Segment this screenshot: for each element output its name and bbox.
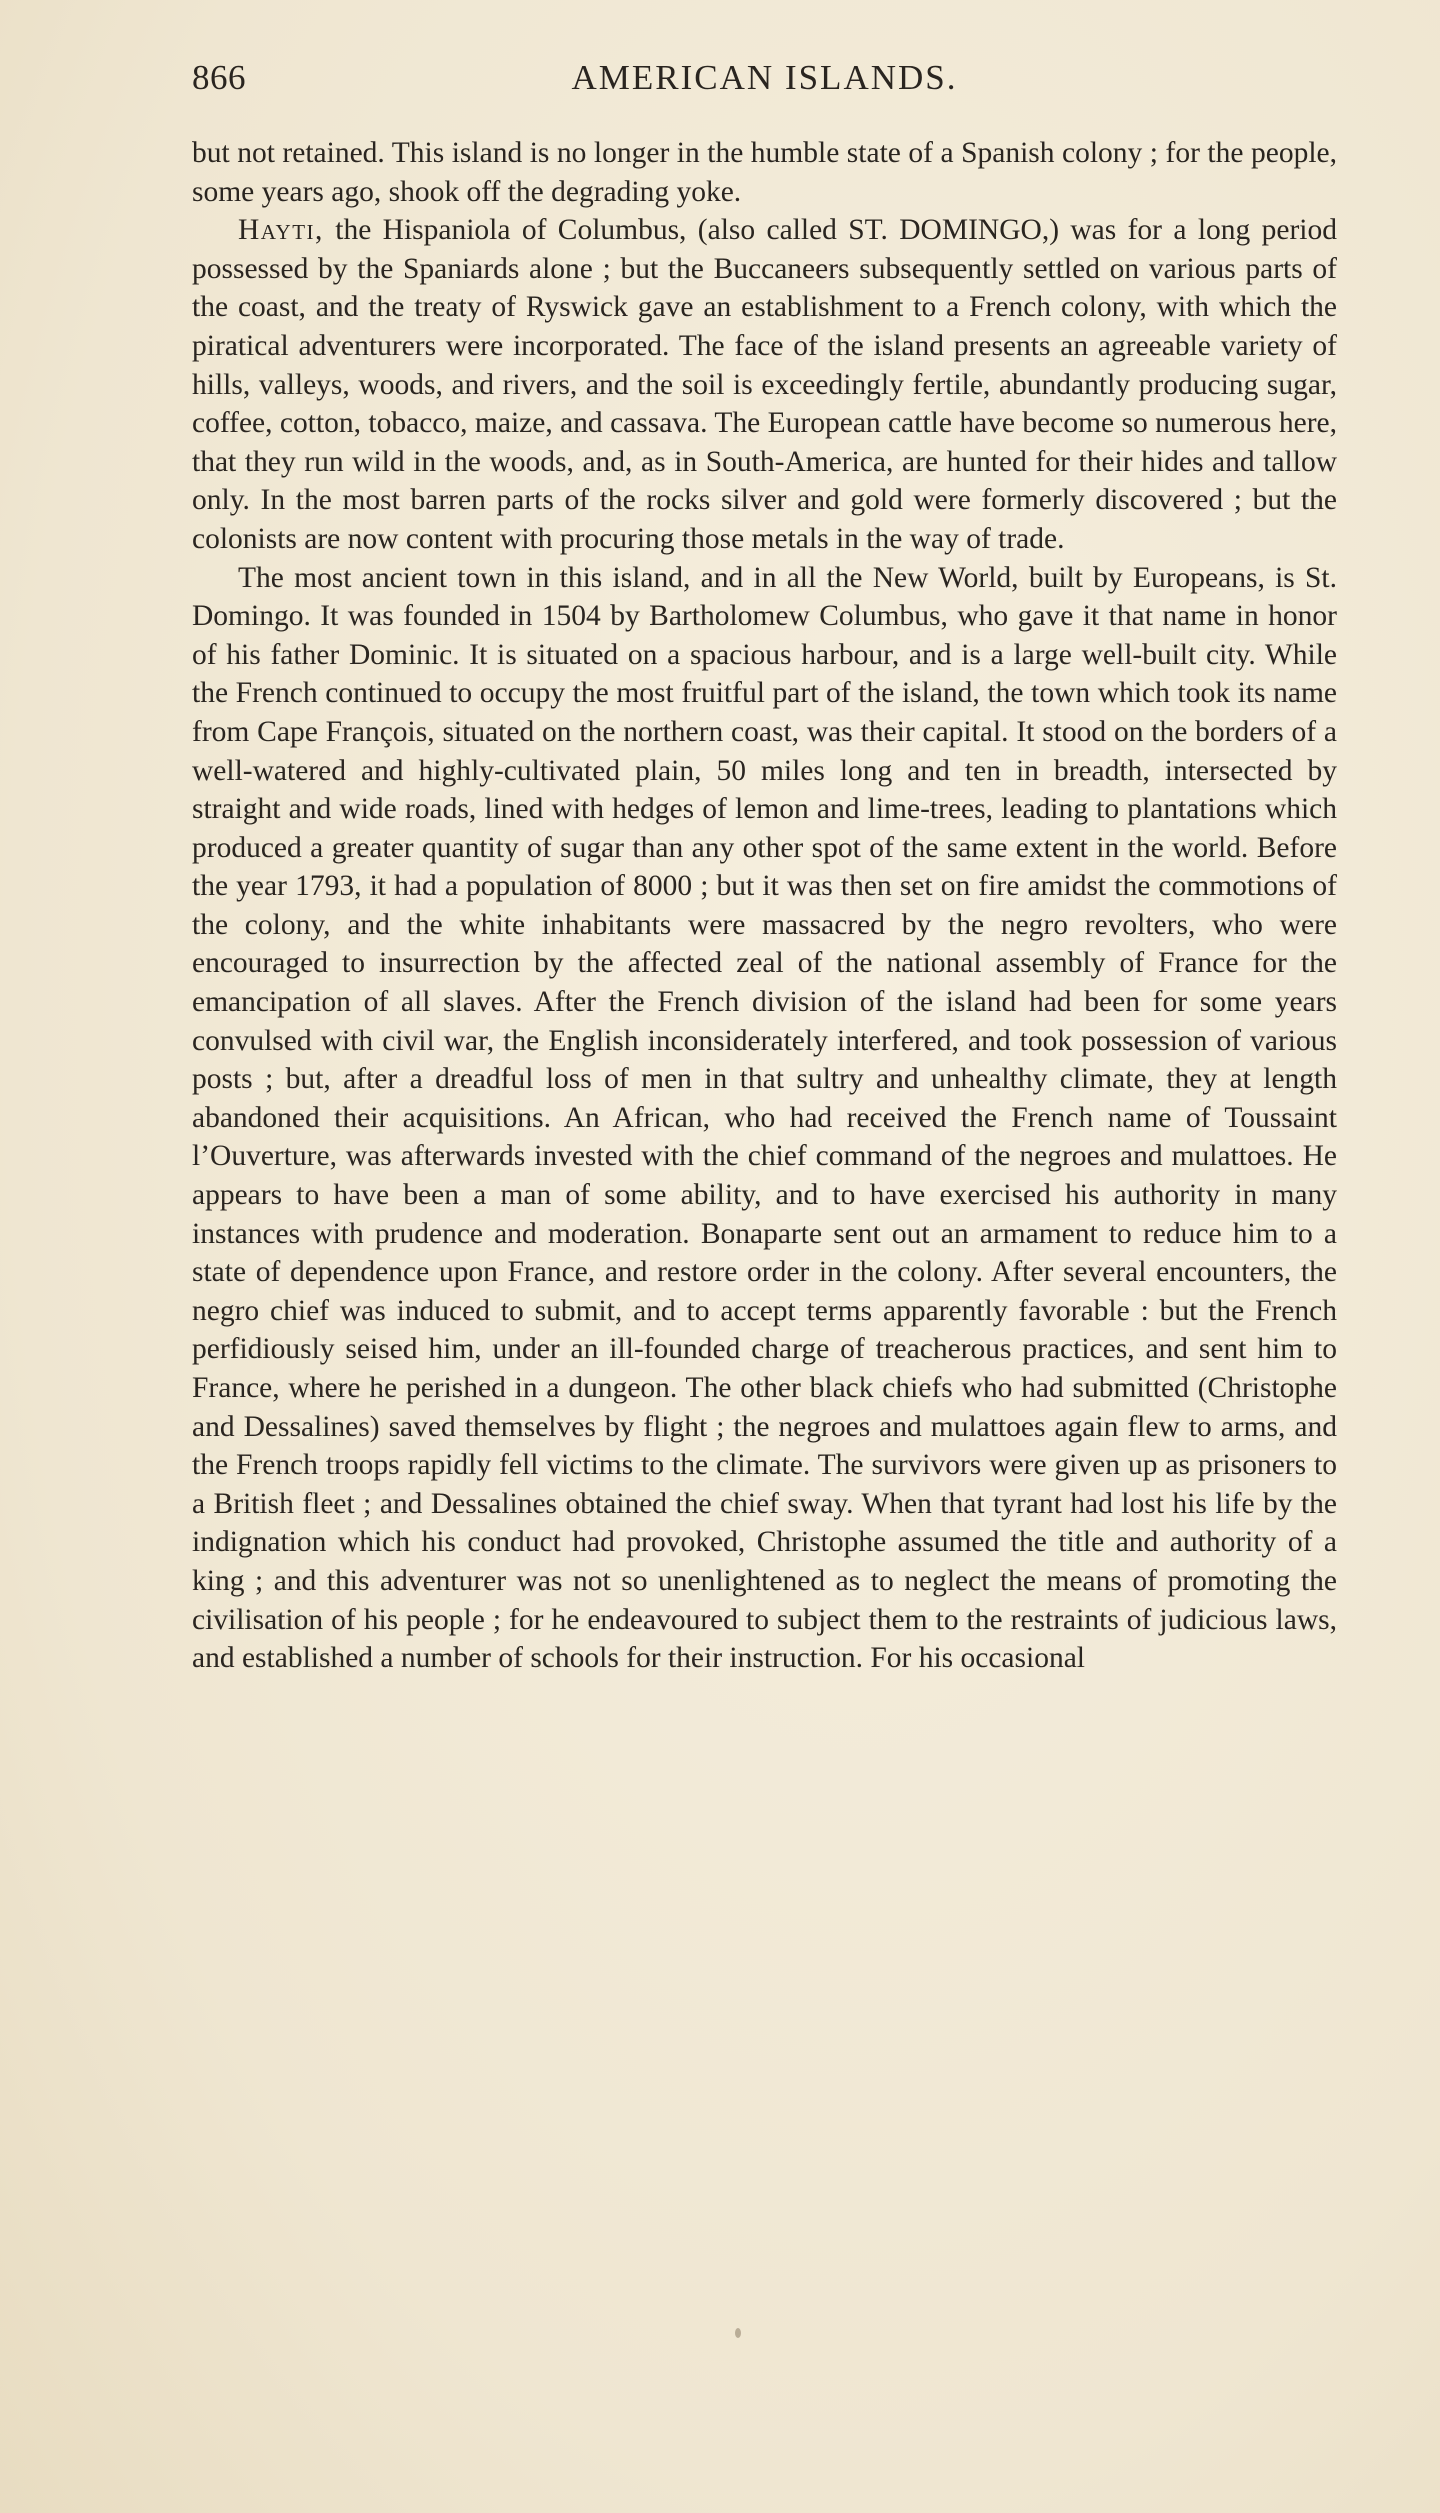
- paragraph-lead: Hayti,: [238, 214, 324, 247]
- paper-speck: [735, 2328, 741, 2338]
- paragraph-text: The most ancient town in this island, and in all the New World, built by Europeans, is St. Domingo. It was founded in 1504 by Bartholomew Columbus, who gave it that name in honor of his father Dominic. It is situated on a spacious harbour, and is a large well-built city. While the French continued to occupy the most fruitful part of the island, the town which took its name from Cape François, situated on the northern coast, was their capital. It stood on the borders of a well-watered and highly-cultivated plain, 50 miles long and ten in breadth, intersected by straight and wide roads, lined with hedges of lemon and lime-trees, leading to plantations which produced a greater quantity of sugar than any other spot of the same extent in the world. Before the year 1793, it had a population of 8000 ; but it was then set on fire amidst the commotions of the colony, and the white inhabitants were massacred by the negro revolters, who were encouraged to insurrection by the affected zeal of the national assembly of France for the emancipation of all slaves. After the French division of the island had been for some years convulsed with civil war, the English inconsiderately interfered, and took possession of various posts ; but, after a dreadful loss of men in that sultry and unhealthy climate, they at length abandoned their acquisitions. An African, who had received the French name of Toussaint l’Ouverture, was afterwards invested with the chief command of the negroes and mulattoes. He appears to have been a man of some ability, and to have exercised his authority in many instances with prudence and moderation. Bonaparte sent out an armament to reduce him to a state of dependence upon France, and restore order in the colony. After several encounters, the negro chief was induced to submit, and to accept terms apparently favorable : but the French perfidiously seised him, under an ill-founded charge of treacherous practices, and sent him to France, where he perished in a dungeon. The other black chiefs who had submitted (Christophe and Dessalines) saved themselves by flight ; the negroes and mulattoes again flew to arms, and the French troops rapidly fell victims to the climate. The survivors were given up as prisoners to a British fleet ; and Dessalines obtained the chief sway. When that tyrant had lost his life by the indignation which his conduct had provoked, Christophe assumed the title and authority of a king ; and this adventurer was not so unenlightened as to neglect the means of promoting the civilisation of his people ; for he endeavoured to subject them to the restraints of judicious laws, and established a number of schools for their instruction. For his occasional: [192, 561, 1337, 1675]
- paragraph-text: the Hispaniola of Columbus, (also called ST. DOMINGO,) was for a long period possessed by the Spaniards alone ; but the Buccaneers subsequently settled on various parts of the coast, and the treaty of Ryswick gave an establishment to a French colony, with which the piratical adventurers were incorporated. The face of the island presents an agreeable variety of hills, valleys, woods, and rivers, and the soil is exceedingly fertile, abundantly producing sugar, coffee, cotton, tobacco, maize, and cassava. The European cattle have become so numerous here, that they run wild in the woods, and, as in South-America, are hunted for their hides and tallow only. In the most barren parts of the rocks silver and gold were formerly discovered ; but the colonists are now content with procuring those metals in the way of trade.: [192, 214, 1337, 555]
- body-text: [192, 134, 1337, 1678]
- page-number: 866: [192, 58, 246, 97]
- paragraph-text: but not retained. This island is no longer in the humble state of a Spanish colony ; for the people, some years ago, shook off the degrading yoke.: [192, 137, 1337, 208]
- running-head: AMERICAN ISLANDS.: [571, 58, 958, 97]
- page-header: [192, 58, 1337, 108]
- paragraph-st-domingo: [192, 559, 1337, 1678]
- paragraph-hayti: [192, 211, 1337, 558]
- paragraph-continuation: [192, 134, 1337, 211]
